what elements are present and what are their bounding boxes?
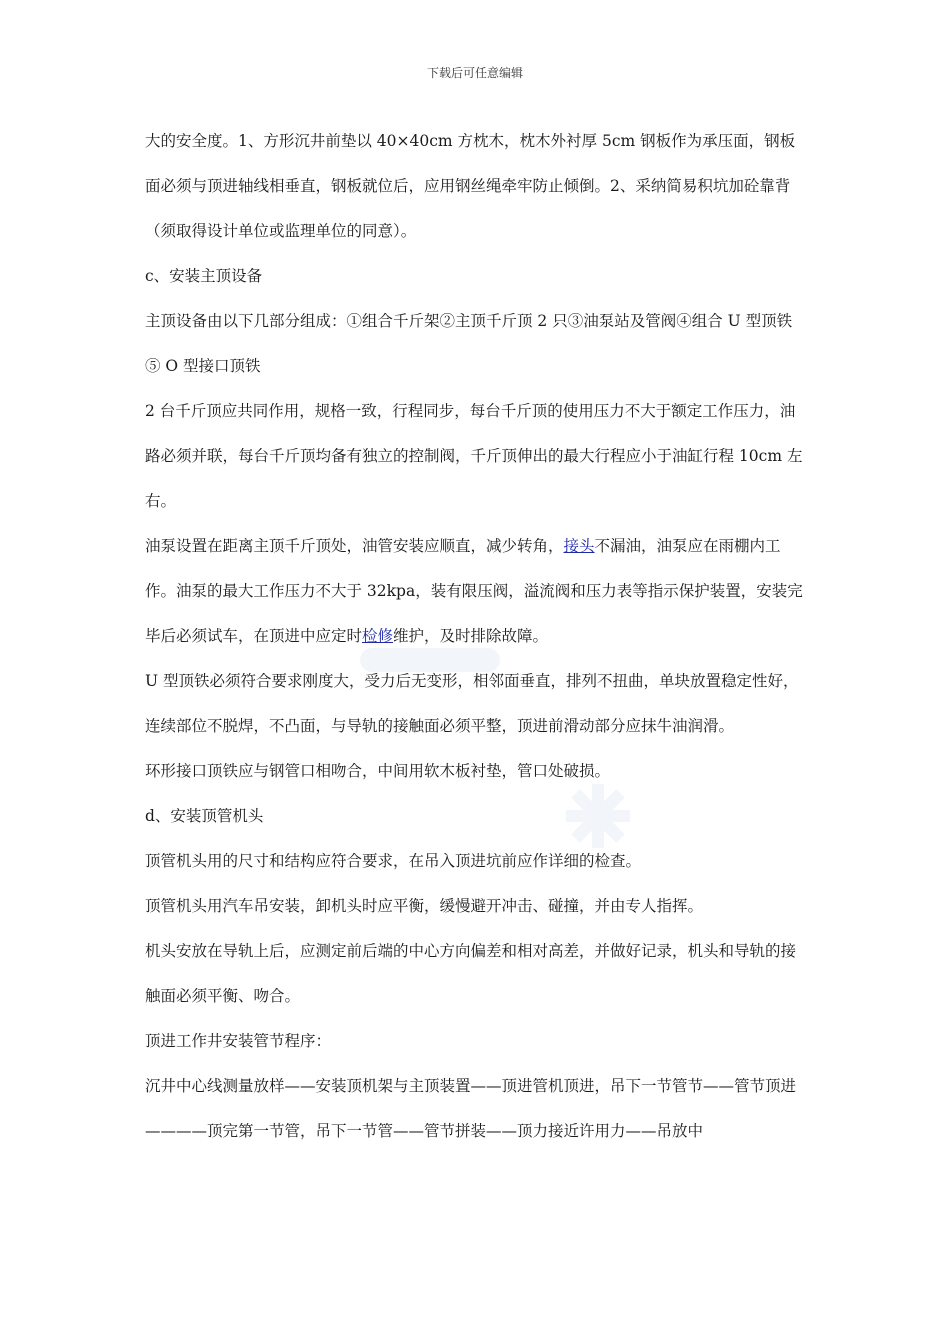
paragraph: 环形接口顶铁应与钢管口相吻合，中间用软木板衬垫，管口处破损。 — [145, 762, 611, 780]
page-header: 下载后可任意编辑 — [426, 66, 523, 80]
paragraph: 沉井中心线测量放样——安装顶机架与主顶装置——顶进管机顶进，吊下一节管节——管节顶进————顶完第一节管，吊下一节管——管节拼装——顶力接近许用力——吊放中 — [145, 1077, 797, 1140]
paragraph: 顶进工作井安装管节程序： — [145, 1032, 332, 1050]
paragraph: 大的安全度。1、方形沉井前垫以 40×40cm 方枕木，枕木外衬厚 5cm 钢板作为承压面，钢板面必须与顶进轴线相垂直，钢板就位后，应用钢丝绳牵牢防止倾倒。2、采纳简易积坑加砼靠背（须取得设计单位或监理单位的同意）。 — [145, 132, 796, 240]
paragraph: 主顶设备由以下几部分组成：①组合千斤架②主顶千斤顶 2 只③油泵站及管阀④组合 U 型顶铁⑤ O 型接口顶铁 — [145, 312, 793, 375]
paragraph-text: 不漏油，油泵应在雨棚内工作。油泵的最大工作压力不大于 32kpa，装有限压阀，溢流阀和压力表等指示保护装置，安装完毕后必须试车，在顶进中应定时 — [145, 537, 803, 645]
link-joint[interactable]: 接头 — [563, 537, 595, 555]
paragraph: 顶管机头用汽车吊安装，卸机头时应平衡，缓慢避开冲击、碰撞，并由专人指挥。 — [145, 897, 704, 915]
link-maintenance[interactable]: 检修 — [362, 627, 394, 645]
section-heading: d、安装顶管机头 — [145, 807, 264, 825]
paragraph — [145, 524, 807, 659]
paragraph: 机头安放在导轨上后，应测定前后端的中心方向偏差和相对高差，并做好记录，机头和导轨的接触面必须平衡、吻合。 — [145, 942, 797, 1005]
paragraph: U 型顶铁必须符合要求刚度大，受力后无变形，相邻面垂直，排列不扭曲，单块放置稳定性好，连续部位不脱焊，不凸面，与导轨的接触面必须平整，顶进前滑动部分应抹牛油润滑。 — [145, 672, 799, 735]
section-heading: c、安装主顶设备 — [145, 267, 263, 285]
paragraph-text: 维护，及时排除故障。 — [393, 627, 549, 645]
paragraph: 顶管机头用的尺寸和结构应符合要求，在吊入顶进坑前应作详细的检查。 — [145, 852, 642, 870]
document-body — [145, 119, 807, 1154]
paragraph: 2 台千斤顶应共同作用，规格一致，行程同步，每台千斤顶的使用压力不大于额定工作压力，油路必须并联，每台千斤顶均备有独立的控制阀，千斤顶伸出的最大行程应小于油缸行程 10cm 左右。 — [145, 402, 803, 510]
paragraph-text: 油泵设置在距离主顶千斤顶处，油管安装应顺直，减少转角， — [145, 537, 564, 555]
